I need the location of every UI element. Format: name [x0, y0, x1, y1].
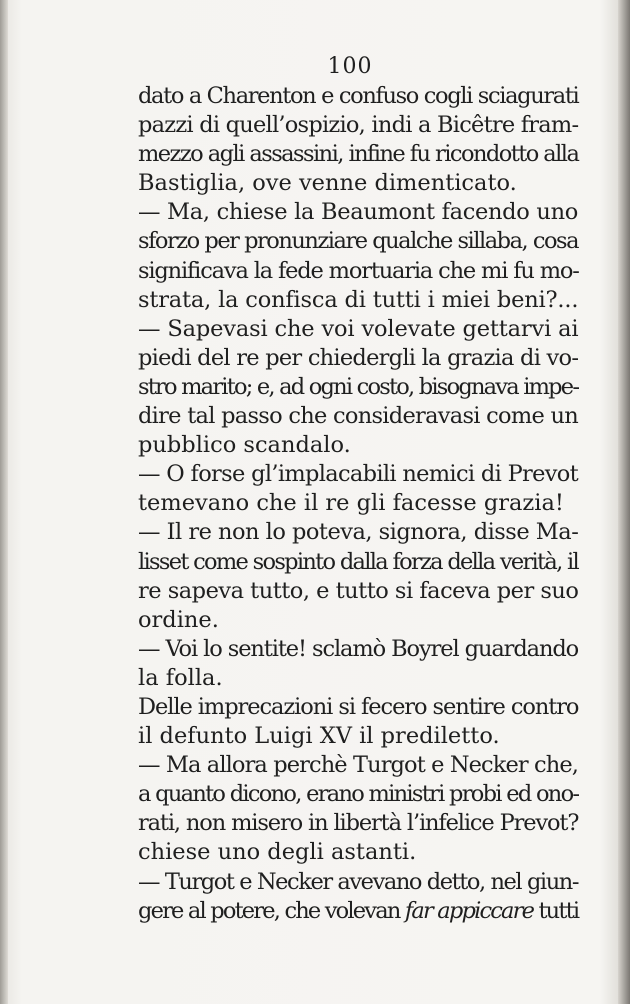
text-line: mezzo agli assassini, infine fu ricondotto alla [138, 141, 579, 168]
text-line: significava la fede mortuaria che mi fu mo- [138, 257, 579, 284]
text-line: — Il re non lo poteva, signora, disse Ma- [138, 519, 579, 546]
text-line: dato a Charenton e confuso cogli sciagurati [138, 83, 579, 109]
text-line: la folla. [138, 664, 223, 691]
text-line: strata, la confisca di tutti i miei beni?... [138, 286, 579, 313]
text-line: temevano che il re gli facesse grazia! [138, 490, 564, 517]
text-line: rati, non misero in libertà l’infelice Prevot? [138, 810, 579, 837]
text-span: tutti [533, 897, 579, 924]
text-line: pazzi di quell’ospizio, indi a Bicêtre fram- [138, 112, 579, 139]
text-line: a quanto dicono, erano ministri probi ed ono- [138, 781, 579, 808]
body-text [138, 82, 578, 926]
text-line: il defunto Luigi XV il prediletto. [138, 723, 500, 750]
text-line: Bastiglia, ove venne dimenticato. [138, 170, 517, 197]
text-line: lisset come sospinto dalla forza della verità, il [138, 548, 579, 575]
text-line: pubblico scandalo. [138, 432, 351, 459]
page-number: 100 [327, 54, 373, 79]
text-line: dire tal passo che consideravasi come un [138, 403, 579, 430]
page-binding-edge [0, 0, 8, 1004]
text-line: re sapeva tutto, e tutto si faceva per suo [138, 577, 579, 604]
text-line: stro marito; e, ad ogni costo, bisognava impe- [138, 373, 579, 400]
text-line: — Turgot e Necker avevano detto, nel giun- [138, 868, 578, 895]
text-line: — Ma allora perchè Turgot e Necker che, [138, 752, 578, 779]
text-line: — Ma, chiese la Beaumont facendo uno [138, 199, 578, 226]
text-line: Delle imprecazioni si fecero sentire contro [138, 693, 579, 720]
text-line: — Voi lo sentite! sclamò Boyrel guardando [138, 635, 579, 662]
text-line: — O forse gl’implacabili nemici di Prevot [138, 461, 578, 488]
text-line: — Sapevasi che voi volevate gettarvi ai [138, 315, 579, 342]
text-line: piedi del re per chiedergli la grazia di vo- [138, 344, 579, 371]
text-line: chiese uno degli astanti. [138, 839, 417, 866]
text-line-final [138, 897, 578, 926]
text-line: sforzo per pronunziare qualche sillaba, cosa [138, 228, 579, 255]
page-right-edge [618, 0, 630, 1004]
text-line: ordine. [138, 606, 219, 633]
text-span: gere al potere, che volevan [138, 897, 405, 924]
italic-emphasis: far appiccare [404, 897, 534, 924]
